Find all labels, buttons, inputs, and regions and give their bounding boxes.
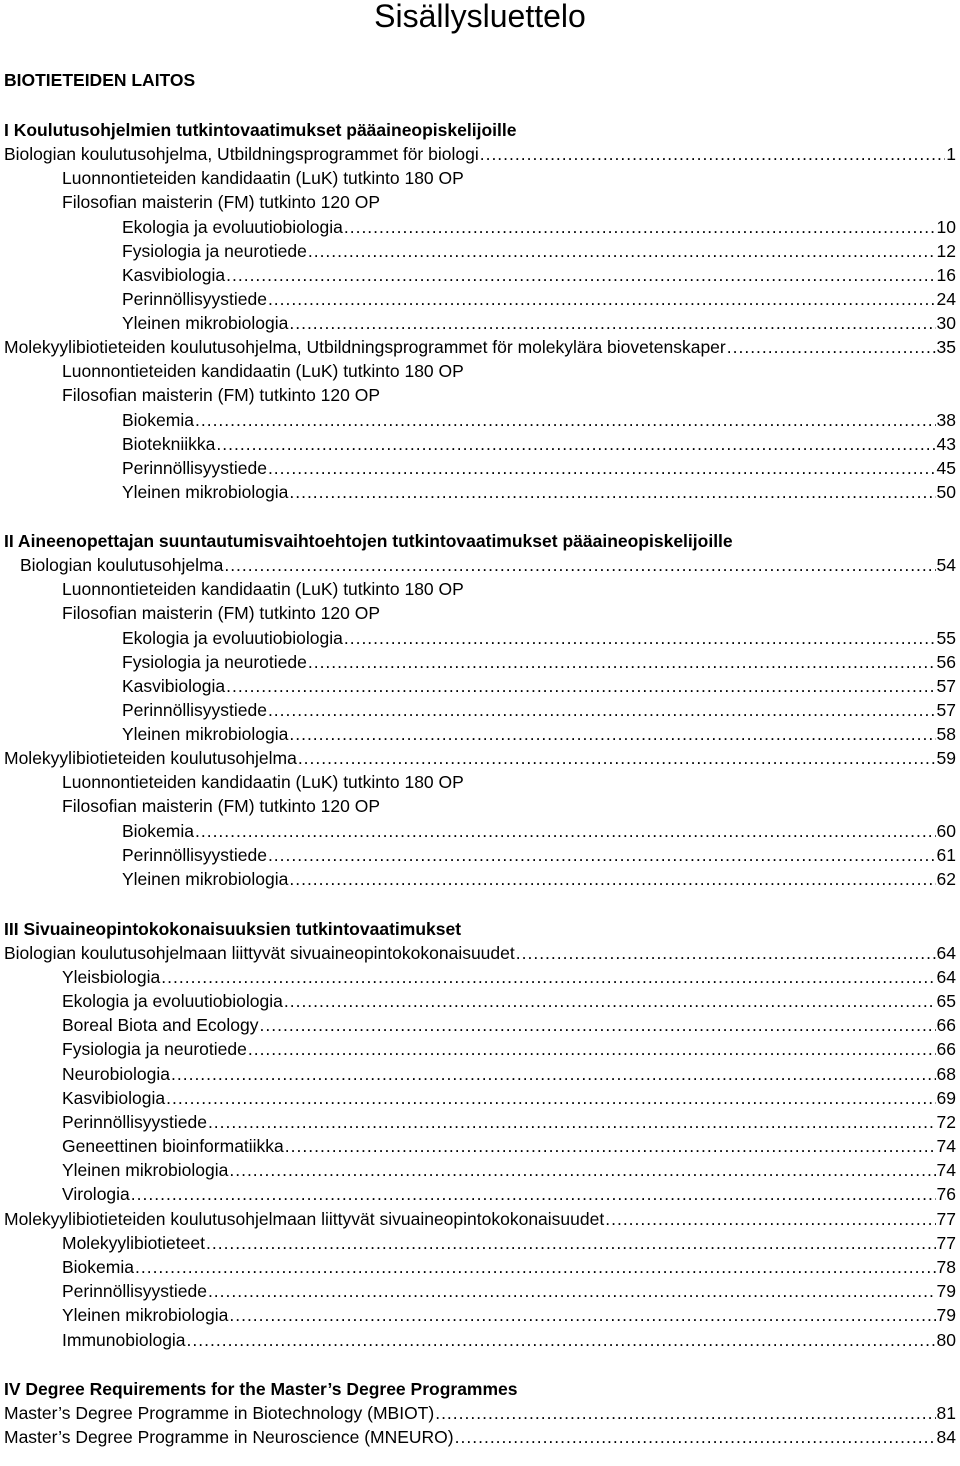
dot-leader: [289, 480, 935, 504]
toc-entry: [62, 1110, 956, 1134]
toc-entry-page: 74: [936, 1136, 956, 1156]
toc-entry-label: Ekologia ja evoluutiobiologia: [122, 217, 343, 237]
toc-entry-label: Perinnöllisyystiede: [122, 458, 267, 478]
dot-leader: [516, 941, 936, 965]
toc-entry: [122, 215, 956, 239]
toc-subheading: Filosofian maisterin (FM) tutkinto 120 OP: [62, 192, 381, 212]
toc-section-heading: BIOTIETEIDEN LAITOS: [4, 70, 196, 90]
toc-subheading: Luonnontieteiden kandidaatin (LuK) tutkinto 180 OP: [62, 772, 464, 792]
toc-entry-page: 38: [936, 410, 956, 430]
dot-leader: [268, 456, 936, 480]
toc-entry-label: Ekologia ja evoluutiobiologia: [62, 991, 283, 1011]
dot-leader: [268, 698, 936, 722]
toc-entry-page: 72: [936, 1112, 956, 1132]
toc-entry-page: 43: [936, 434, 956, 454]
toc-entry: [62, 1134, 956, 1158]
toc-entry-label: Molekyylibiotieteet: [62, 1233, 205, 1253]
toc-entry-label: Master’s Degree Programme in Neuroscience (MNEURO): [4, 1427, 454, 1447]
toc-entry: [122, 722, 956, 746]
toc-entry-page: 62: [936, 869, 956, 889]
toc-entry: [122, 239, 956, 263]
dot-leader: [187, 1328, 936, 1352]
toc-entry: [62, 1037, 956, 1061]
toc-entry-page: 68: [936, 1064, 956, 1084]
dot-leader: [298, 746, 936, 770]
toc-entry: [122, 287, 956, 311]
toc-entry: [122, 698, 956, 722]
toc-entry: [122, 311, 956, 335]
dot-leader: [206, 1231, 936, 1255]
toc-entry-label: Perinnöllisyystiede: [122, 845, 267, 865]
toc-entry-page: 60: [936, 821, 956, 841]
toc-entry-page: 59: [936, 748, 956, 768]
toc-entry-label: Fysiologia ja neurotiede: [122, 652, 307, 672]
toc-section-heading: IV Degree Requirements for the Master’s Degree Programmes: [4, 1379, 518, 1399]
toc-entry-page: 64: [936, 943, 956, 963]
dot-leader: [216, 432, 935, 456]
toc-entry: [62, 1255, 956, 1279]
toc-subheading: Filosofian maisterin (FM) tutkinto 120 OP: [62, 796, 381, 816]
toc-entry-label: Molekyylibiotieteiden koulutusohjelmaan liittyvät sivuaineopintokokonaisuudet: [4, 1209, 605, 1229]
toc-entry: [122, 480, 956, 504]
toc-entry: [62, 1328, 956, 1352]
toc-entry: [122, 843, 956, 867]
toc-entry-label: Neurobiologia: [62, 1064, 170, 1084]
toc-entry-page: 66: [936, 1039, 956, 1059]
toc-entry: [122, 456, 956, 480]
toc-entry: [122, 263, 956, 287]
toc-entry: [20, 553, 956, 577]
dot-leader: [435, 1401, 935, 1425]
toc-entry-label: Yleinen mikrobiologia: [122, 869, 289, 889]
toc-entry-page: 58: [936, 724, 956, 744]
toc-entry-page: 61: [936, 845, 956, 865]
toc-entry-label: Boreal Biota and Ecology: [62, 1015, 259, 1035]
toc-entry: [4, 1207, 956, 1231]
dot-leader: [268, 287, 936, 311]
toc-entry-label: Yleinen mikrobiologia: [62, 1305, 229, 1325]
dot-leader: [226, 674, 935, 698]
dot-leader: [195, 819, 936, 843]
toc-entry-page: 24: [936, 289, 956, 309]
toc-entry: [122, 626, 956, 650]
toc-entry: [62, 1279, 956, 1303]
toc-entry-page: 77: [936, 1233, 956, 1253]
toc-section-heading: I Koulutusohjelmien tutkintovaatimukset pääaineopiskelijoille: [4, 120, 517, 140]
page-title: Sisällysluettelo: [374, 0, 586, 34]
dot-leader: [455, 1425, 936, 1449]
toc-entry: [4, 335, 956, 359]
dot-leader: [289, 867, 935, 891]
dot-leader: [131, 1182, 936, 1206]
dot-leader: [344, 626, 936, 650]
toc-entry: [62, 1303, 956, 1327]
toc-entry: [122, 819, 956, 843]
toc-entry-page: 74: [936, 1160, 956, 1180]
toc-entry-label: Biokemia: [122, 410, 194, 430]
toc-entry-page: 69: [936, 1088, 956, 1108]
toc-entry-page: 35: [936, 337, 956, 357]
toc-entry: [122, 432, 956, 456]
toc-entry-label: Biologian koulutusohjelma, Utbildningsprogrammet för biologi: [4, 144, 479, 164]
dot-leader: [344, 215, 936, 239]
toc-entry-label: Immunobiologia: [62, 1330, 186, 1350]
toc-entry-label: Biologian koulutusohjelmaan liittyvät sivuaineopintokokonaisuudet: [4, 943, 515, 963]
dot-leader: [268, 843, 936, 867]
toc-entry-label: Yleinen mikrobiologia: [122, 724, 289, 744]
toc-entry-label: Geneettinen bioinformatiikka: [62, 1136, 284, 1156]
toc-entry: [62, 1086, 956, 1110]
dot-leader: [229, 1303, 935, 1327]
toc-entry-page: 78: [936, 1257, 956, 1277]
toc-entry-label: Ekologia ja evoluutiobiologia: [122, 628, 343, 648]
toc-entry-label: Biologian koulutusohjelma: [20, 555, 224, 575]
toc-subheading: Luonnontieteiden kandidaatin (LuK) tutkinto 180 OP: [62, 579, 464, 599]
dot-leader: [248, 1037, 936, 1061]
dot-leader: [135, 1255, 936, 1279]
toc-entry-page: 50: [936, 482, 956, 502]
dot-leader: [308, 239, 936, 263]
toc-entry-page: 84: [936, 1427, 956, 1447]
toc-entry-page: 56: [936, 652, 956, 672]
dot-leader: [480, 142, 946, 166]
toc-entry: [4, 1401, 956, 1425]
toc-entry: [122, 408, 956, 432]
toc-subheading: Filosofian maisterin (FM) tutkinto 120 OP: [62, 385, 381, 405]
dot-leader: [161, 965, 935, 989]
toc-entry-label: Virologia: [62, 1184, 130, 1204]
toc-subheading: Luonnontieteiden kandidaatin (LuK) tutkinto 180 OP: [62, 361, 464, 381]
dot-leader: [166, 1086, 935, 1110]
toc-entry-label: Yleinen mikrobiologia: [122, 313, 289, 333]
toc-entry: [62, 1013, 956, 1037]
toc-entry: [122, 650, 956, 674]
toc-entry-label: Kasvibiologia: [122, 265, 226, 285]
toc-subheading: Luonnontieteiden kandidaatin (LuK) tutkinto 180 OP: [62, 168, 464, 188]
toc-entry: [4, 1425, 956, 1449]
toc-entry-label: Perinnöllisyystiede: [62, 1281, 207, 1301]
dot-leader: [208, 1110, 936, 1134]
toc-entry-page: 64: [936, 967, 956, 987]
toc-entry-page: 12: [936, 241, 956, 261]
toc-entry-page: 57: [936, 676, 956, 696]
dot-leader: [208, 1279, 936, 1303]
toc-entry: [62, 1182, 956, 1206]
toc-entry-label: Molekyylibiotieteiden koulutusohjelma, Utbildningsprogrammet för molekylära biovetenskaper: [4, 337, 726, 357]
toc-entry-label: Biokemia: [122, 821, 194, 841]
toc-entry: [62, 965, 956, 989]
dot-leader: [727, 335, 936, 359]
dot-leader: [284, 989, 936, 1013]
toc-entry: [62, 989, 956, 1013]
toc-entry-page: 81: [936, 1403, 956, 1423]
toc-entry: [4, 941, 956, 965]
toc-entry-page: 66: [936, 1015, 956, 1035]
dot-leader: [289, 722, 935, 746]
toc-entry-page: 79: [936, 1305, 956, 1325]
toc-entry-label: Master’s Degree Programme in Biotechnology (MBIOT): [4, 1403, 435, 1423]
toc-entry-label: Molekyylibiotieteiden koulutusohjelma: [4, 748, 297, 768]
toc-entry: [62, 1062, 956, 1086]
toc-entry-page: 55: [936, 628, 956, 648]
toc-entry: [122, 674, 956, 698]
dot-leader: [171, 1062, 936, 1086]
toc-entry-page: 77: [936, 1209, 956, 1229]
toc-entry-page: 54: [936, 555, 956, 575]
dot-leader: [285, 1134, 936, 1158]
dot-leader: [226, 263, 935, 287]
toc-entry-label: Yleinen mikrobiologia: [122, 482, 289, 502]
toc-entry-label: Kasvibiologia: [122, 676, 226, 696]
toc-entry-label: Yleisbiologia: [62, 967, 161, 987]
toc-entry-page: 10: [936, 217, 956, 237]
dot-leader: [229, 1158, 935, 1182]
toc-entry-label: Biotekniikka: [122, 434, 216, 454]
toc-entry: [62, 1231, 956, 1255]
toc-entry: [122, 867, 956, 891]
toc-entry-page: 1: [946, 144, 956, 164]
toc-entry-page: 30: [936, 313, 956, 333]
dot-leader: [195, 408, 936, 432]
toc-entry-label: Kasvibiologia: [62, 1088, 166, 1108]
toc-subheading: Filosofian maisterin (FM) tutkinto 120 OP: [62, 603, 381, 623]
toc-section-heading: II Aineenopettajan suuntautumisvaihtoehtojen tutkintovaatimukset pääaineopiskelijoille: [4, 531, 733, 551]
dot-leader: [605, 1207, 935, 1231]
toc-entry-label: Perinnöllisyystiede: [122, 700, 267, 720]
toc-entry-page: 76: [936, 1184, 956, 1204]
toc-entry-page: 45: [936, 458, 956, 478]
toc-entry: [4, 746, 956, 770]
toc-entry-page: 65: [936, 991, 956, 1011]
toc-entry-label: Perinnöllisyystiede: [122, 289, 267, 309]
toc-entry-page: 80: [936, 1330, 956, 1350]
toc-entry-label: Yleinen mikrobiologia: [62, 1160, 229, 1180]
toc-entry-page: 79: [936, 1281, 956, 1301]
dot-leader: [224, 553, 935, 577]
dot-leader: [289, 311, 935, 335]
toc-entry-page: 57: [936, 700, 956, 720]
dot-leader: [260, 1013, 936, 1037]
dot-leader: [308, 650, 936, 674]
toc-entry-label: Biokemia: [62, 1257, 134, 1277]
toc-entry: [4, 142, 956, 166]
toc-entry-label: Fysiologia ja neurotiede: [62, 1039, 247, 1059]
toc-section-heading: III Sivuaineopintokokonaisuuksien tutkintovaatimukset: [4, 919, 462, 939]
toc-entry-label: Fysiologia ja neurotiede: [122, 241, 307, 261]
toc-entry-page: 16: [936, 265, 956, 285]
toc-entry-label: Perinnöllisyystiede: [62, 1112, 207, 1132]
toc-entry: [62, 1158, 956, 1182]
